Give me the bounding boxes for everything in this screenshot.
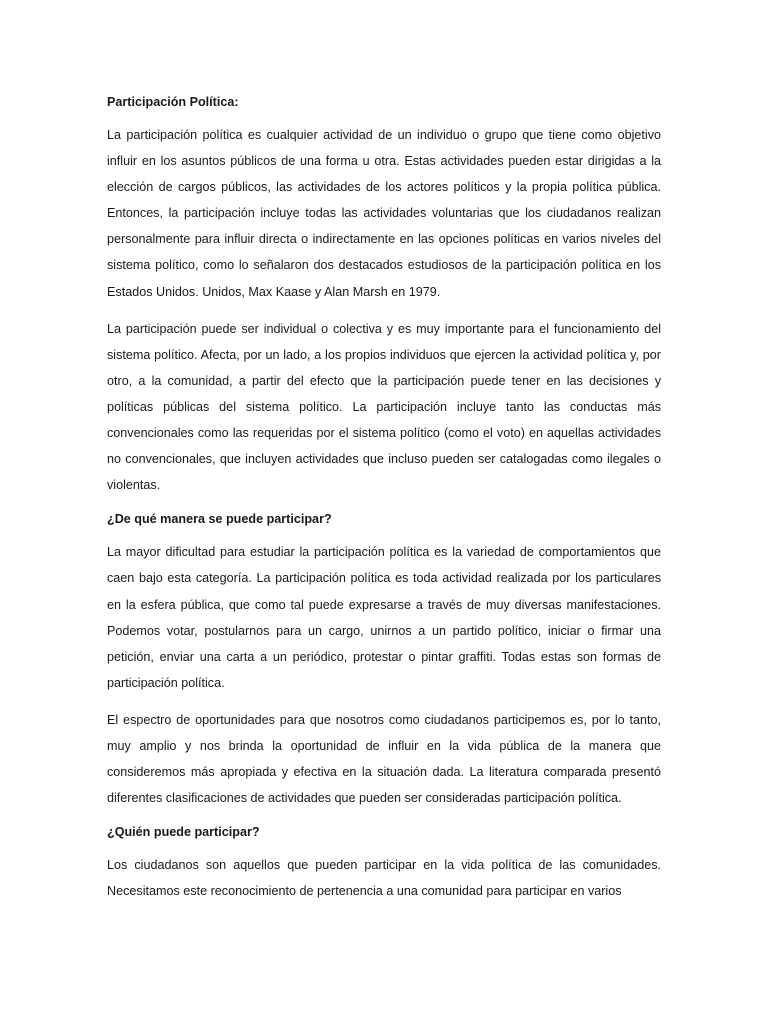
intro-paragraph-1: La participación política es cualquier actividad de un individuo o grupo que tiene como objetivo influir en los asuntos públicos de una forma u otra. Estas actividades pueden estar dirigidas a la elección de cargos públicos, las actividades de los actores políticos y la propia política pública. Entonces, la participación incluye todas las actividades voluntarias que los ciudadanos realizan personalmente para influir directa o indirectamente en las opciones políticas en varios niveles del sistema político, como lo señalaron dos destacados estudiosos de la participación política en los Estados Unidos. Unidos, Max Kaase y Alan Marsh en 1979. xyxy=(107,128,661,299)
intro-paragraph-2: La participación puede ser individual o colectiva y es muy importante para el funcionamiento del sistema político. Afecta, por un lado, a los propios individuos que ejercen la actividad política y, por otro, a la comunidad, a partir del efecto que la participación puede tener en las decisiones y políticas públicas del sistema político. La participación incluye tanto las conductas más convencionales como las requeridas por el sistema político (como el voto) en aquellas actividades no convencionales, que incluyen actividades que incluso pueden ser catalogadas como ilegales o violentas. xyxy=(107,321,661,493)
section-heading-who-can-participate: ¿Quién puede participar? xyxy=(107,825,260,840)
section1-paragraph-2: El espectro de oportunidades para que nosotros como ciudadanos participemos es, por lo tanto, muy amplio y nos brinda la oportunidad de influir en la vida pública de la manera que consideremos más apropiada y efectiva en la situación dada. La literatura comparada presentó diferentes clasificaciones de actividades que pueden ser consideradas participación política. xyxy=(107,712,661,806)
section2-paragraph-1: Los ciudadanos son aquellos que pueden participar en la vida política de las comunidades. Necesitamos este reconocimiento de pertenencia a una comunidad para participar en varios xyxy=(107,858,661,899)
section1-paragraph-1: La mayor dificultad para estudiar la participación política es la variedad de comportamientos que caen bajo esta categoría. La participación política es toda actividad realizada por los particulares en la esfera pública, que como tal puede expresarse a través de muy diversas manifestaciones. Podemos votar, postularnos para un cargo, unirnos a un partido político, iniciar o firmar una petición, enviar una carta a un periódico, protestar o pintar graffiti. Todas estas son formas de participación política. xyxy=(107,545,661,690)
document-title: Participación Política: xyxy=(107,95,239,109)
document-body xyxy=(107,92,661,915)
section-heading-how-to-participate: ¿De qué manera se puede participar? xyxy=(107,512,332,527)
